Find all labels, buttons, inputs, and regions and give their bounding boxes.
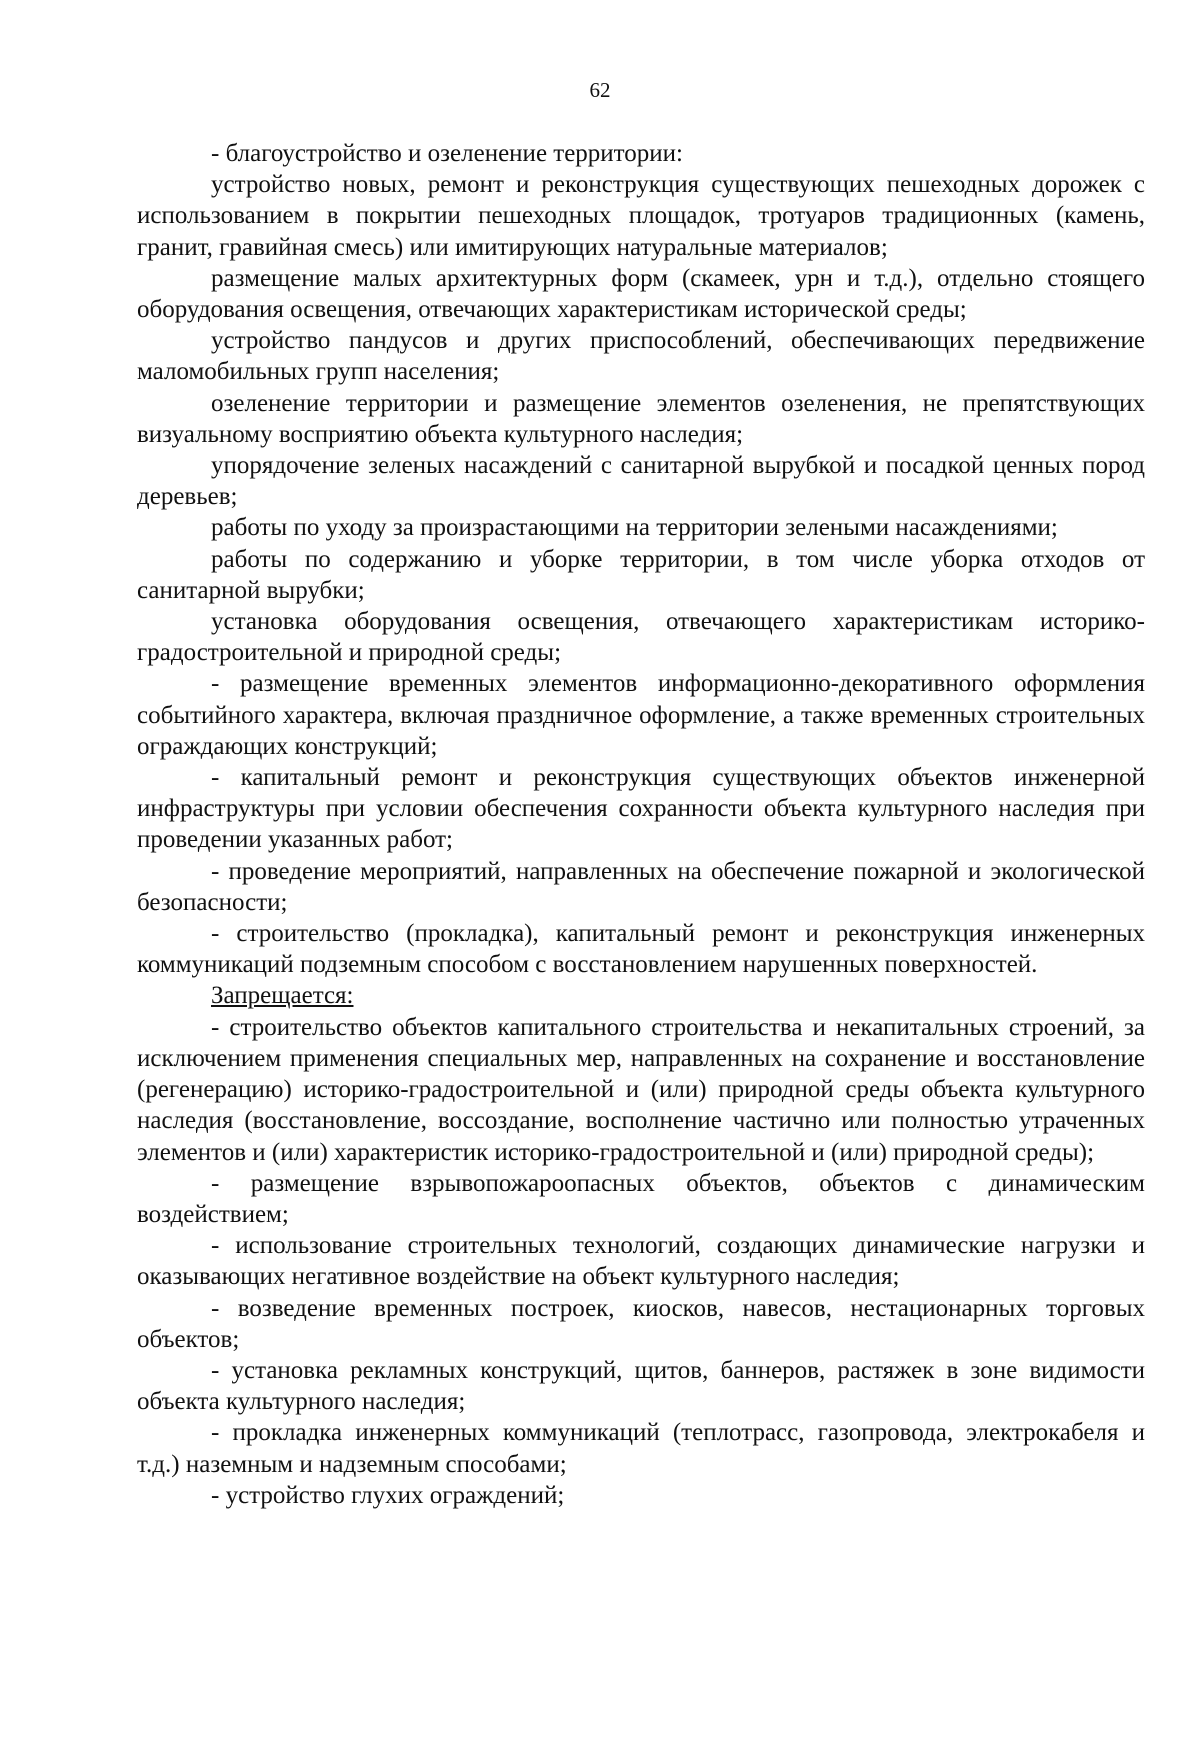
- section-heading-prohibited: Запрещается:: [211, 982, 354, 1010]
- paragraph-advertising: - установка рекламных конструкций, щитов, баннеров, растяжек в зоне видимости объекта культурного наследия;: [137, 1356, 1145, 1416]
- paragraph-lighting: установка оборудования освещения, отвечающего характеристикам историко-градостроительной и природной среды;: [137, 608, 1145, 667]
- paragraph-green-plantings: упорядочение зеленых насаждений с санитарной вырубкой и посадкой ценных пород деревьев;: [137, 452, 1145, 511]
- paragraph-dynamic-loads: - использование строительных технологий, создающих динамические нагрузки и оказывающих негативное воздействие на объект культурного наследия;: [137, 1232, 1145, 1291]
- paragraph-small-architectural-forms: размещение малых архитектурных форм (скамеек, урн и т.д.), отдельно стоящего оборудования освещения, отвечающих характеристикам исторической среды;: [137, 264, 1145, 324]
- paragraph-greening: озеленение территории и размещение элементов озеленения, не препятствующих визуальному восприятию объекта культурного наследия;: [137, 389, 1145, 448]
- paragraph-ramps: устройство пандусов и других приспособлений, обеспечивающих передвижение маломобильных групп населения;: [137, 327, 1145, 386]
- document-body: [137, 138, 1145, 1511]
- paragraph-infrastructure-repair: - капитальный ремонт и реконструкция существующих объектов инженерной инфраструктуры при условии обеспечения сохранности объекта культурного наследия при проведении указанных работ;: [137, 764, 1145, 854]
- paragraph-overground-utilities: - прокладка инженерных коммуникаций (теплотрасс, газопровода, электрокабеля и т.д.) наземным и надземным способами;: [137, 1419, 1145, 1478]
- paragraph-maintenance: работы по содержанию и уборке территории, в том числе уборка отходов от санитарной вырубки;: [137, 545, 1145, 604]
- paragraph-explosive-objects: - размещение взрывопожароопасных объектов, объектов с динамическим воздействием;: [137, 1169, 1145, 1228]
- page-number: 62: [589, 78, 611, 102]
- paragraph-plant-care: работы по уходу за произрастающими на территории зелеными насаждениями;: [211, 514, 1058, 542]
- paragraph-pedestrian-paths: устройство новых, ремонт и реконструкция существующих пешеходных дорожек с использованием в покрытии пешеходных площадок, тротуаров традиционных (камень, гранит, гравийная смесь) или имитирующих натуральные материалов;: [137, 171, 1145, 261]
- paragraph-temporary-decor: - размещение временных элементов информационно-декоративного оформления событийного характера, включая праздничное оформление, а также временных строительных ограждающих конструкций;: [137, 670, 1145, 760]
- paragraph-fire-safety: - проведение мероприятий, направленных на обеспечение пожарной и экологической безопасности;: [137, 857, 1145, 916]
- paragraph-capital-construction: - строительство объектов капитального строительства и некапитальных строений, за исключением применения специальных мер, направленных на сохранение и восстановление (регенерацию) историко-градостроительной и (или) природной среды объекта культурного наследия (восстановление, воссоздание, восполнение частично или полностью утраченных элементов и (или) характеристик историко-градостроительной и (или) природной среды);: [137, 1013, 1145, 1166]
- paragraph-solid-fences: - устройство глухих ограждений;: [211, 1481, 565, 1509]
- paragraph-temporary-buildings: - возведение временных построек, киосков, навесов, нестационарных торговых объектов;: [137, 1294, 1145, 1353]
- paragraph-underground-utilities: - строительство (прокладка), капитальный ремонт и реконструкция инженерных коммуникаций подземным способом с восстановлением нарушенных поверхностей.: [137, 920, 1145, 979]
- paragraph-landscaping-heading: - благоустройство и озеленение территории:: [211, 140, 683, 167]
